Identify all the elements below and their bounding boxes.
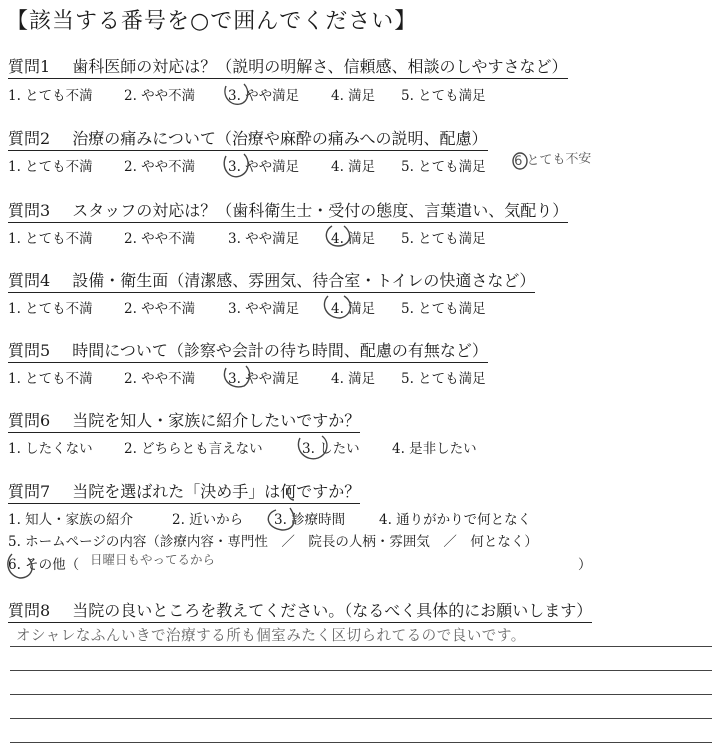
question-4-options	[8, 297, 486, 317]
question-6	[8, 408, 360, 433]
option-6-label: 6. その他（	[8, 557, 80, 573]
question-text: スタッフの対応は？（歯科衛生士・受付の態度、言葉遣い、気配り）	[72, 201, 569, 220]
question-5-options	[8, 367, 486, 387]
option-4[interactable]: 4. 満足	[331, 231, 376, 247]
option-2[interactable]: 2. やや不満	[124, 159, 196, 175]
handwritten-answer-q8: オシャレなふんいきで治療する所も個室みたく区切られてるので良いです。	[16, 626, 526, 644]
option-5[interactable]: 5. とても満足	[401, 301, 486, 317]
answer-line	[10, 694, 712, 695]
option-1[interactable]: 1. とても不満	[8, 88, 93, 104]
option-4[interactable]: 4. 満足	[331, 301, 376, 317]
option-1[interactable]: 1. したくない	[8, 441, 93, 457]
question-7-option-5[interactable]: 5. ホームページの内容（診療内容・専門性 ／ 院長の人柄・雰囲気 ／ 何となく）	[8, 534, 538, 550]
option-4[interactable]: 4. 是非したい	[392, 441, 477, 457]
handwritten-note-q7: 日曜日もやってるから	[90, 552, 216, 567]
question-text: 当院を知人・家族に紹介したいですか？	[72, 411, 361, 430]
question-text: 時間について（診察や会計の待ち時間、配慮の有無など）	[72, 341, 488, 360]
option-2[interactable]: 2. やや不満	[124, 371, 196, 387]
question-number: 質問4	[8, 271, 51, 290]
question-text: 設備・衛生面（清潔感、雰囲気、待合室・トイレの快適さなど）	[72, 271, 536, 290]
option-4[interactable]: 4. 通りがかりで何となく	[379, 512, 532, 528]
question-number: 質問3	[8, 201, 51, 220]
question-number: 質問7	[8, 482, 51, 501]
option-1[interactable]: 1. とても不満	[8, 371, 93, 387]
option-2[interactable]: 2. やや不満	[124, 88, 196, 104]
question-number: 質問1	[8, 57, 51, 76]
question-3	[8, 198, 568, 223]
question-7	[8, 479, 360, 504]
option-3[interactable]: 3. やや満足	[228, 231, 300, 247]
question-text: 治療の痛みについて（治療や麻酔の痛みへの説明、配慮）	[72, 129, 488, 148]
option-2[interactable]: 2. どちらとも言えない	[124, 441, 263, 457]
answer-line	[10, 742, 712, 743]
option-4[interactable]: 4. 満足	[331, 159, 376, 175]
page-title: 【該当する番号を○で囲んでください】	[6, 9, 418, 34]
option-3[interactable]: 3. やや満足	[228, 88, 300, 104]
option-4[interactable]: 4. 満足	[331, 88, 376, 104]
question-1-options	[8, 84, 486, 104]
option-5[interactable]: 5. とても満足	[401, 159, 486, 175]
question-7-option-6[interactable]	[8, 553, 79, 573]
option-3[interactable]: 3. やや満足	[228, 371, 300, 387]
question-6-options	[8, 437, 477, 457]
question-text: 当院を選ばれた「決め手」は何ですか？	[72, 482, 361, 501]
question-7-options	[8, 508, 531, 528]
option-6-close: ）	[578, 557, 592, 573]
option-5[interactable]: 5. とても満足	[401, 88, 486, 104]
option-1[interactable]: 1. 知人・家族の紹介	[8, 512, 134, 528]
question-1	[8, 54, 568, 79]
option-1[interactable]: 1. とても不満	[8, 159, 93, 175]
question-text: 当院の良いところを教えてください。（なるべく具体的にお願いします）	[72, 601, 593, 620]
question-2	[8, 126, 488, 151]
option-3[interactable]: 3. 診療時間	[274, 512, 346, 528]
handwritten-note-q2: 6 とても不安	[513, 151, 592, 169]
question-number: 質問5	[8, 341, 51, 360]
option-3[interactable]: 3. したい	[302, 441, 360, 457]
answer-line	[10, 646, 712, 647]
option-3[interactable]: 3. やや満足	[228, 159, 300, 175]
option-1[interactable]: 1. とても不満	[8, 301, 93, 317]
option-2[interactable]: 2. やや不満	[124, 231, 196, 247]
option-2[interactable]: 2. 近いから	[172, 512, 244, 528]
question-8	[8, 598, 592, 623]
answer-line	[10, 670, 712, 671]
question-number: 質問2	[8, 129, 51, 148]
option-2[interactable]: 2. やや不満	[124, 301, 196, 317]
option-1[interactable]: 1. とても不満	[8, 231, 93, 247]
question-5	[8, 338, 488, 363]
option-4[interactable]: 4. 満足	[331, 371, 376, 387]
question-text: 歯科医師の対応は？（説明の明解さ、信頼感、相談のしやすさなど）	[72, 57, 568, 76]
question-2-options	[8, 155, 486, 175]
answer-line	[10, 718, 712, 719]
option-5[interactable]: 5. とても満足	[401, 371, 486, 387]
question-number: 質問8	[8, 601, 51, 620]
question-4	[8, 268, 535, 293]
question-number: 質問6	[8, 411, 51, 430]
option-5[interactable]: 5. とても満足	[401, 231, 486, 247]
question-3-options	[8, 227, 486, 247]
option-3[interactable]: 3. やや満足	[228, 301, 300, 317]
